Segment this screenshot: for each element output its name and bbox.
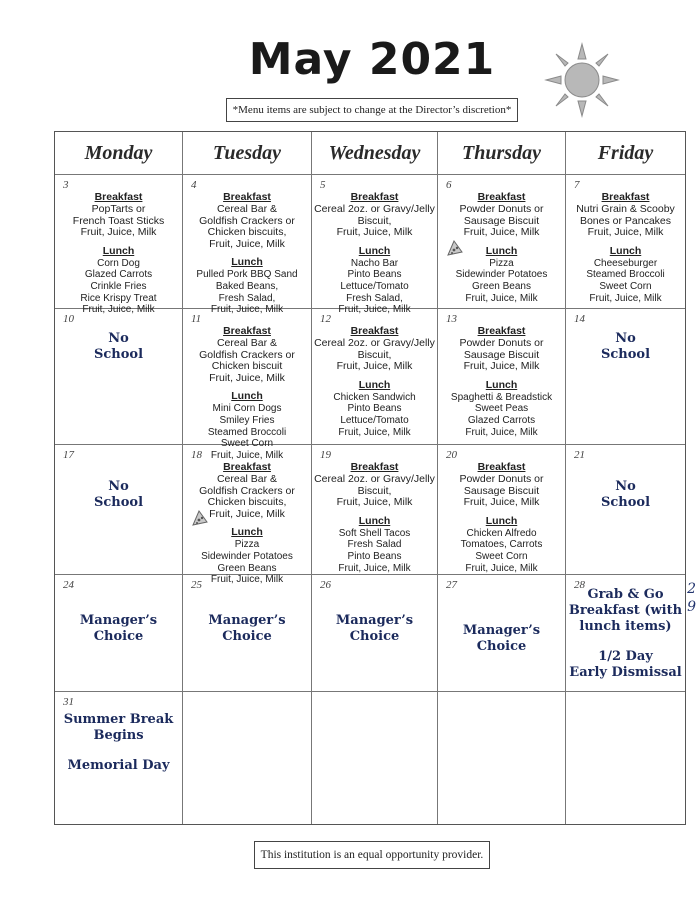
breakfast-item: Cereal Bar &: [216, 203, 278, 215]
special-line: Begins: [93, 728, 144, 743]
cell-content: [438, 457, 565, 574]
day-cell: [438, 445, 566, 575]
header-tuesday: Tuesday: [183, 132, 312, 175]
day-number: 13: [446, 313, 457, 325]
lunch-item: Lettuce/Tomato: [340, 414, 409, 426]
breakfast-item: Bones or Pancakes: [579, 214, 672, 227]
day-cell: [438, 575, 566, 692]
empty-cell: [566, 692, 685, 824]
lunch-item: Fruit, Juice, Milk: [338, 426, 411, 438]
day-number: 4: [191, 179, 197, 191]
header-wednesday: Wednesday: [312, 132, 438, 175]
day-cell: [312, 575, 438, 692]
breakfast-heading: Breakfast: [601, 191, 650, 203]
day-cell: [438, 309, 566, 445]
special-line: School: [93, 495, 144, 510]
breakfast-item: Nutri Grain & Scooby: [576, 203, 675, 215]
cell-content: [312, 321, 437, 438]
breakfast-item: French Toast Sticks: [72, 214, 165, 227]
cell-content: [183, 187, 311, 316]
lunch-item: Pinto Beans: [347, 269, 402, 281]
day-cell: [55, 575, 183, 692]
breakfast-item: Fruit, Juice, Milk: [587, 226, 664, 239]
special-note: [55, 479, 182, 511]
breakfast-heading: Breakfast: [223, 325, 271, 337]
special-note: [55, 331, 182, 363]
lunch-item: Fruit, Juice, Milk: [210, 304, 284, 316]
lunch-item: Lettuce/Tomato: [340, 280, 409, 292]
breakfast-heading: Breakfast: [477, 461, 526, 473]
lunch-item: Green Beans: [217, 562, 277, 574]
special-line: Manager’s: [335, 613, 414, 628]
special-line: School: [600, 347, 651, 362]
special-line: [566, 635, 685, 649]
special-line: Early Dismissal: [569, 665, 682, 680]
lunch-item: Steamed Broccoli: [586, 269, 665, 281]
day-number: 18: [191, 449, 202, 461]
empty-cell: [183, 692, 312, 824]
breakfast-item: Cereal 2oz. or Gravy/Jelly: [314, 337, 435, 349]
breakfast-item: Fruit, Juice, Milk: [209, 371, 285, 384]
lunch-heading: Lunch: [358, 244, 391, 257]
special-line: Choice: [222, 629, 272, 644]
special-note: [566, 587, 685, 681]
calendar-grid: [54, 131, 686, 825]
breakfast-item: Fruit, Juice, Milk: [336, 360, 413, 373]
day-cell: [566, 445, 685, 575]
lunch-item: Sidewinder Potatoes: [201, 550, 293, 562]
header-thursday: Thursday: [438, 132, 566, 175]
lunch-heading: Lunch: [485, 378, 518, 391]
special-note: [566, 479, 685, 511]
day-number: 26: [320, 579, 331, 591]
special-note: [312, 613, 437, 645]
special-line: 1/2 Day: [598, 649, 653, 664]
special-line: Grab & Go: [587, 587, 664, 602]
lunch-item: Pinto Beans: [347, 403, 402, 415]
sun-icon: [544, 42, 620, 118]
margin-note-line: 9: [687, 599, 696, 615]
breakfast-item: Powder Donuts or: [459, 337, 544, 349]
breakfast-heading: Breakfast: [477, 191, 526, 203]
special-note: [438, 623, 565, 655]
lunch-item: Fruit, Juice, Milk: [589, 292, 662, 304]
lunch-heading: Lunch: [485, 244, 518, 257]
day-number: 19: [320, 449, 331, 461]
day-number: 17: [63, 449, 74, 461]
lunch-item: Fruit, Juice, Milk: [210, 574, 284, 586]
margin-note-line: 2: [687, 581, 696, 597]
special-line: Choice: [349, 629, 400, 644]
special-note: [55, 613, 182, 645]
day-number: 31: [63, 696, 74, 708]
disclaimer-text: *Menu items are subject to change at the Director’s discretion*: [232, 104, 512, 116]
lunch-item: Fruit, Juice, Milk: [465, 562, 538, 574]
day-number: 10: [63, 313, 74, 325]
special-line: Choice: [93, 629, 144, 644]
lunch-item: Fruit, Juice, Milk: [338, 304, 411, 316]
lunch-item: Cheeseburger: [593, 257, 658, 269]
special-line: No: [615, 331, 636, 346]
lunch-item: Sweet Corn: [220, 438, 274, 450]
day-cell: [312, 175, 438, 316]
lunch-item: Steamed Broccoli: [207, 426, 287, 438]
lunch-item: Fresh Salad,: [346, 292, 403, 304]
lunch-heading: Lunch: [231, 256, 263, 269]
lunch-heading: Lunch: [358, 514, 391, 527]
breakfast-heading: Breakfast: [350, 191, 399, 203]
day-number: 27: [446, 579, 457, 591]
pizza-icon: [446, 239, 464, 257]
breakfast-item: Fruit, Juice, Milk: [463, 226, 540, 239]
empty-cell: [312, 692, 438, 824]
breakfast-item: Sausage Biscuit: [463, 484, 540, 497]
breakfast-item: Sausage Biscuit: [463, 348, 540, 361]
lunch-item: Fruit, Juice, Milk: [82, 304, 155, 316]
lunch-heading: Lunch: [485, 514, 518, 527]
handwritten-margin-note: [687, 580, 696, 616]
breakfast-heading: Breakfast: [94, 191, 143, 203]
special-line: Summer Break: [63, 712, 174, 727]
special-note: [183, 613, 311, 645]
day-cell: [55, 175, 183, 316]
special-line: No: [108, 479, 129, 494]
lunch-item: Fruit, Juice, Milk: [338, 562, 411, 574]
cell-content: [438, 321, 565, 438]
cell-content: [312, 187, 437, 316]
lunch-heading: Lunch: [231, 526, 263, 539]
day-cell: [312, 309, 438, 445]
lunch-item: Fruit, Juice, Milk: [465, 426, 538, 438]
day-cell: [55, 692, 183, 824]
day-number: 21: [574, 449, 585, 461]
special-line: Breakfast (with: [568, 603, 683, 618]
breakfast-item: Biscuit,: [357, 484, 392, 497]
day-cell: [566, 309, 685, 445]
lunch-item: Green Beans: [472, 280, 531, 292]
lunch-item: Fruit, Juice, Milk: [465, 292, 538, 304]
day-number: 12: [320, 313, 331, 325]
breakfast-item: Fruit, Juice, Milk: [80, 226, 157, 239]
breakfast-item: Fruit, Juice, Milk: [463, 360, 540, 373]
lunch-item: Chicken Alfredo: [466, 527, 537, 539]
day-cell: [566, 175, 685, 309]
special-line: School: [600, 495, 651, 510]
lunch-item: Pulled Pork BBQ Sand: [196, 269, 298, 281]
lunch-item: Pinto Beans: [347, 550, 402, 562]
lunch-item: Fresh Salad: [347, 539, 402, 551]
breakfast-item: Fruit, Juice, Milk: [463, 496, 540, 509]
cell-content: [183, 321, 311, 461]
breakfast-item: Chicken biscuit: [211, 360, 283, 373]
lunch-item: Sidewinder Potatoes: [455, 269, 548, 281]
special-note: [566, 331, 685, 363]
day-number: 25: [191, 579, 202, 591]
lunch-item: Spaghetti & Breadstick: [450, 391, 553, 403]
lunch-heading: Lunch: [231, 390, 263, 403]
lunch-item: Smiley Fries: [219, 414, 275, 426]
lunch-item: Glazed Carrots: [84, 269, 153, 281]
lunch-item: Pizza: [489, 257, 514, 269]
page-title: May 2021: [248, 34, 496, 85]
breakfast-item: Biscuit,: [357, 348, 392, 361]
breakfast-heading: Breakfast: [477, 325, 526, 337]
day-cell: [312, 445, 438, 575]
disclaimer-box: [226, 98, 518, 122]
pizza-icon: [191, 509, 209, 527]
lunch-item: Baked Beans,: [215, 280, 279, 292]
lunch-item: Corn Dog: [97, 257, 140, 269]
lunch-item: Rice Krispy Treat: [80, 292, 157, 304]
lunch-item: Nacho Bar: [350, 257, 399, 269]
lunch-item: Chicken Sandwich: [333, 391, 416, 403]
special-line: [55, 744, 182, 758]
day-cell: [438, 175, 566, 309]
breakfast-item: Chicken biscuits,: [207, 496, 287, 509]
lunch-item: Soft Shell Tacos: [338, 527, 411, 539]
lunch-item: Fruit, Juice, Milk: [210, 449, 284, 461]
special-line: Choice: [476, 639, 527, 654]
cell-content: [566, 187, 685, 304]
lunch-heading: Lunch: [609, 244, 642, 257]
footer-box: [254, 841, 490, 869]
day-cell: [183, 575, 312, 692]
day-number: 14: [574, 313, 585, 325]
day-cell: [566, 575, 685, 692]
cell-content: [312, 457, 437, 574]
lunch-item: Glazed Carrots: [467, 414, 536, 426]
header-friday: Friday: [566, 132, 685, 175]
day-number: 11: [191, 313, 202, 325]
day-number: 3: [63, 179, 69, 191]
breakfast-item: Sausage Biscuit: [463, 214, 540, 227]
lunch-item: Pizza: [234, 539, 260, 551]
special-line: Manager’s: [462, 623, 541, 638]
footer-text: This institution is an equal opportunity provider.: [260, 849, 484, 861]
breakfast-item: Fruit, Juice, Milk: [209, 507, 285, 520]
special-line: Manager’s: [79, 613, 158, 628]
breakfast-item: Fruit, Juice, Milk: [336, 226, 413, 239]
day-number: 5: [320, 179, 326, 191]
empty-cell: [438, 692, 566, 824]
day-number: 6: [446, 179, 452, 191]
breakfast-item: Goldfish Crackers or: [199, 214, 295, 227]
lunch-heading: Lunch: [102, 244, 135, 257]
lunch-item: Mini Corn Dogs: [212, 403, 282, 415]
special-line: Memorial Day: [67, 758, 170, 773]
header-monday: Monday: [55, 132, 183, 175]
breakfast-item: Goldfish Crackers or: [199, 484, 295, 497]
day-number: 28: [574, 579, 585, 591]
breakfast-item: Cereal Bar &: [216, 473, 278, 485]
breakfast-item: Powder Donuts or: [459, 473, 544, 485]
lunch-item: Fresh Salad,: [218, 292, 276, 304]
breakfast-item: Fruit, Juice, Milk: [209, 237, 285, 250]
breakfast-item: Chicken biscuits,: [207, 226, 287, 239]
special-line: Manager’s: [208, 613, 286, 628]
lunch-item: Crinkle Fries: [90, 280, 147, 292]
breakfast-heading: Breakfast: [223, 461, 271, 473]
breakfast-item: Goldfish Crackers or: [199, 348, 295, 361]
breakfast-item: Cereal 2oz. or Gravy/Jelly: [314, 473, 435, 485]
special-line: No: [615, 479, 636, 494]
day-cell: [183, 175, 312, 316]
lunch-heading: Lunch: [358, 378, 391, 391]
breakfast-item: Fruit, Juice, Milk: [336, 496, 413, 509]
lunch-item: Sweet Corn: [599, 280, 652, 292]
day-cell: [55, 309, 183, 445]
lunch-item: Sweet Peas: [474, 403, 529, 415]
special-note: [55, 712, 182, 774]
day-cell: [55, 445, 183, 575]
special-line: lunch items): [579, 619, 672, 634]
breakfast-heading: Breakfast: [223, 191, 271, 203]
day-number: 7: [574, 179, 580, 191]
day-number: 20: [446, 449, 457, 461]
breakfast-item: Powder Donuts or: [459, 203, 544, 215]
breakfast-item: Cereal 2oz. or Gravy/Jelly: [314, 203, 435, 215]
cell-content: [55, 187, 182, 316]
breakfast-item: PopTarts or: [91, 203, 146, 215]
special-line: No: [108, 331, 129, 346]
breakfast-item: Biscuit,: [357, 214, 392, 227]
lunch-item: Sweet Corn: [475, 550, 528, 562]
lunch-item: Tomatoes, Carrots: [460, 539, 543, 551]
breakfast-heading: Breakfast: [350, 461, 399, 473]
day-number: 24: [63, 579, 74, 591]
breakfast-item: Cereal Bar &: [216, 337, 278, 349]
breakfast-heading: Breakfast: [350, 325, 399, 337]
special-line: School: [93, 347, 144, 362]
